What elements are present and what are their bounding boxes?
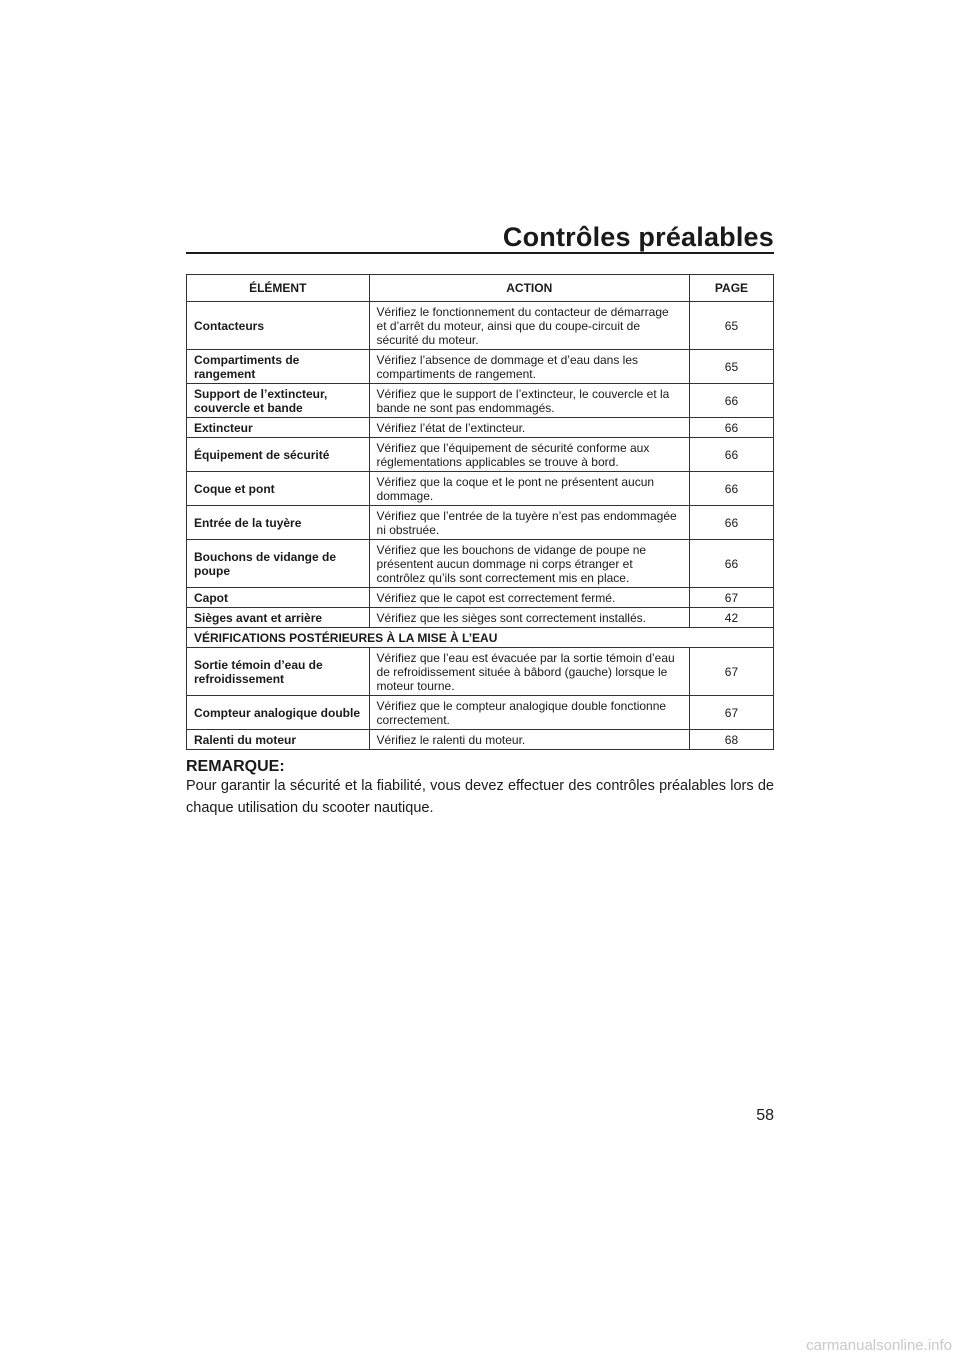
watermark: carmanualsonline.info xyxy=(806,1337,952,1354)
note-text: Pour garantir la sécurité et la fiabilité, vous devez effectuer des contrôles préalables lors de chaque utilisation du scooter nautique. xyxy=(186,778,774,816)
title-rule xyxy=(186,252,774,254)
table-header-row xyxy=(187,275,774,302)
row-action: Vérifiez que le compteur analogique double fonctionne correctement. xyxy=(369,696,689,730)
row-item: Sortie témoin d’eau de refroidissement xyxy=(187,648,370,696)
row-item: Capot xyxy=(187,588,370,608)
table-row xyxy=(187,730,774,750)
row-page: 65 xyxy=(689,302,773,350)
row-page: 66 xyxy=(689,506,773,540)
table-row xyxy=(187,506,774,540)
table-row xyxy=(187,608,774,628)
column-header-page: PAGE xyxy=(689,275,773,302)
row-page: 68 xyxy=(689,730,773,750)
table-row xyxy=(187,472,774,506)
row-item: Équipement de sécurité xyxy=(187,438,370,472)
table-row xyxy=(187,350,774,384)
table-row xyxy=(187,384,774,418)
row-page: 67 xyxy=(689,696,773,730)
row-item: Compartiments de rangement xyxy=(187,350,370,384)
row-page: 67 xyxy=(689,648,773,696)
table-row xyxy=(187,540,774,588)
row-item: Coque et pont xyxy=(187,472,370,506)
row-item: Compteur analogique double xyxy=(187,696,370,730)
row-action: Vérifiez le ralenti du moteur. xyxy=(369,730,689,750)
table-row xyxy=(187,302,774,350)
table-row xyxy=(187,648,774,696)
row-action: Vérifiez l’état de l’extincteur. xyxy=(369,418,689,438)
row-page: 66 xyxy=(689,540,773,588)
row-action: Vérifiez que l’entrée de la tuyère n’est pas endommagée ni obstruée. xyxy=(369,506,689,540)
row-item: Sièges avant et arrière xyxy=(187,608,370,628)
row-page: 66 xyxy=(689,438,773,472)
table-row xyxy=(187,438,774,472)
column-header-action: ACTION xyxy=(369,275,689,302)
table-row xyxy=(187,588,774,608)
row-action: Vérifiez que l’équipement de sécurité conforme aux réglementations applicables se trouve à bord. xyxy=(369,438,689,472)
row-action: Vérifiez que les sièges sont correctement installés. xyxy=(369,608,689,628)
column-header-item: ÉLÉMENT xyxy=(187,275,370,302)
row-page: 65 xyxy=(689,350,773,384)
row-item: Extincteur xyxy=(187,418,370,438)
table-row xyxy=(187,696,774,730)
page-number: 58 xyxy=(756,1107,774,1124)
row-action: Vérifiez l’absence de dommage et d’eau dans les compartiments de rangement. xyxy=(369,350,689,384)
row-item: Entrée de la tuyère xyxy=(187,506,370,540)
section-title: VÉRIFICATIONS POSTÉRIEURES À LA MISE À L’EAU xyxy=(187,628,774,648)
row-action: Vérifiez que les bouchons de vidange de poupe ne présentent aucun dommage ni corps étranger et contrôlez qu’ils sont correctement mis en place. xyxy=(369,540,689,588)
row-action: Vérifiez que le support de l’extincteur, le couvercle et la bande ne sont pas endommagés. xyxy=(369,384,689,418)
row-action: Vérifiez que l’eau est évacuée par la sortie témoin d’eau de refroidissement située à bâbord (gauche) lorsque le moteur tourne. xyxy=(369,648,689,696)
row-page: 66 xyxy=(689,418,773,438)
row-page: 67 xyxy=(689,588,773,608)
row-item: Contacteurs xyxy=(187,302,370,350)
table-row xyxy=(187,418,774,438)
row-action: Vérifiez que le capot est correctement fermé. xyxy=(369,588,689,608)
row-item: Bouchons de vidange de poupe xyxy=(187,540,370,588)
row-action: Vérifiez que la coque et le pont ne présentent aucun dommage. xyxy=(369,472,689,506)
table-section-row xyxy=(187,628,774,648)
row-item: Support de l’extincteur, couvercle et bande xyxy=(187,384,370,418)
row-page: 66 xyxy=(689,384,773,418)
row-page: 42 xyxy=(689,608,773,628)
row-item: Ralenti du moteur xyxy=(187,730,370,750)
page-title: Contrôles préalables xyxy=(502,222,774,252)
note-heading: REMARQUE: xyxy=(186,758,285,775)
row-action: Vérifiez le fonctionnement du contacteur de démarrage et d’arrêt du moteur, ainsi que du coupe-circuit de sécurité du moteur. xyxy=(369,302,689,350)
row-page: 66 xyxy=(689,472,773,506)
checklist-table xyxy=(186,274,774,750)
